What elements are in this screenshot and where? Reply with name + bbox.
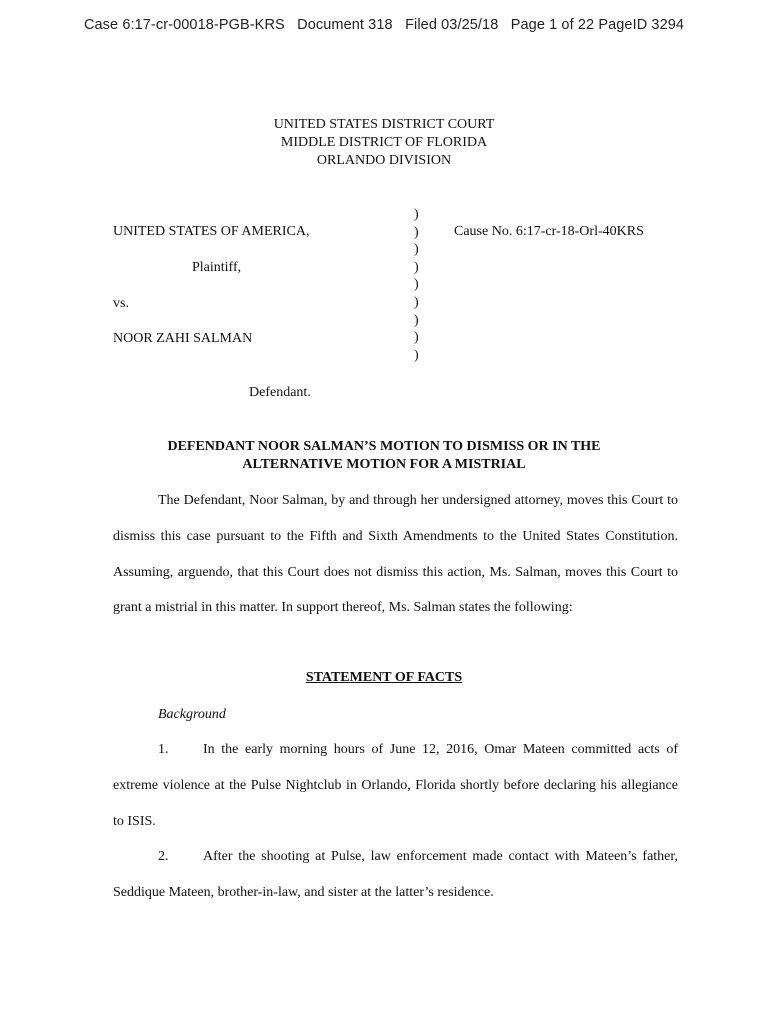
numbered-paragraph	[113, 839, 678, 911]
caption-paren: )	[414, 224, 419, 240]
section-heading: STATEMENT OF FACTS	[305, 670, 463, 685]
court-name: UNITED STATES DISTRICT COURT	[273, 117, 495, 132]
paragraph-text: After the shooting at Pulse, law enforcement made contact with Mateen’s father, Seddique Mateen, brother-in-law, and sister at the latter’s residence.	[113, 849, 678, 900]
caption-paren: )	[414, 330, 419, 346]
caption-paren: )	[414, 277, 419, 293]
court-heading	[0, 116, 768, 170]
subheading: Background	[158, 707, 226, 722]
caption-paren: )	[414, 312, 419, 328]
caption-paren: )	[414, 207, 419, 222]
caption-paren: )	[414, 242, 419, 258]
plaintiff-name: UNITED STATES OF AMERICA,	[113, 224, 310, 239]
intro-paragraph	[113, 483, 678, 626]
case-header-stamp: Case 6:17-cr-00018-PGB-KRS Document 318 Filed 03/25/18 Page 1 of 22 PageID 3294	[83, 17, 685, 33]
defendant-name: NOOR ZAHI SALMAN	[113, 331, 253, 346]
versus-label: vs.	[113, 296, 129, 311]
court-division: ORLANDO DIVISION	[316, 153, 452, 168]
motion-title	[0, 438, 768, 474]
court-district: MIDDLE DISTRICT OF FLORIDA	[280, 135, 488, 150]
motion-title-line-1: DEFENDANT NOOR SALMAN’S MOTION TO DISMISS OR IN THE	[167, 439, 601, 454]
paragraph-number: 2.	[158, 849, 169, 864]
defendant-role: Defendant.	[249, 385, 311, 400]
cause-number: Cause No. 6:17-cr-18-Orl-40KRS	[454, 224, 644, 239]
caption-paren: )	[414, 294, 419, 310]
caption-paren: )	[414, 259, 419, 275]
paragraph-text: In the early morning hours of June 12, 2016, Omar Mateen committed acts of extreme violence at the Pulse Nightclub in Orlando, Florida shortly before declaring his allegiance to ISIS.	[113, 742, 678, 829]
caption-paren: )	[414, 347, 419, 363]
intro-text: The Defendant, Noor Salman, by and through her undersigned attorney, moves this Court to dismiss this case pursuant to the Fifth and Sixth Amendments to the United States Constitution. Assuming, arguendo, that this Court does not dismiss this action, Ms. Salman, moves this Court to grant a mistrial in this matter. In support thereof, Ms. Salman states the following:	[113, 493, 678, 616]
motion-title-line-2: ALTERNATIVE MOTION FOR A MISTRIAL	[242, 457, 526, 472]
paragraph-number: 1.	[158, 742, 169, 757]
plaintiff-role: Plaintiff,	[192, 260, 242, 275]
numbered-paragraph	[113, 732, 678, 839]
caption-parenthesis-column	[414, 206, 424, 364]
